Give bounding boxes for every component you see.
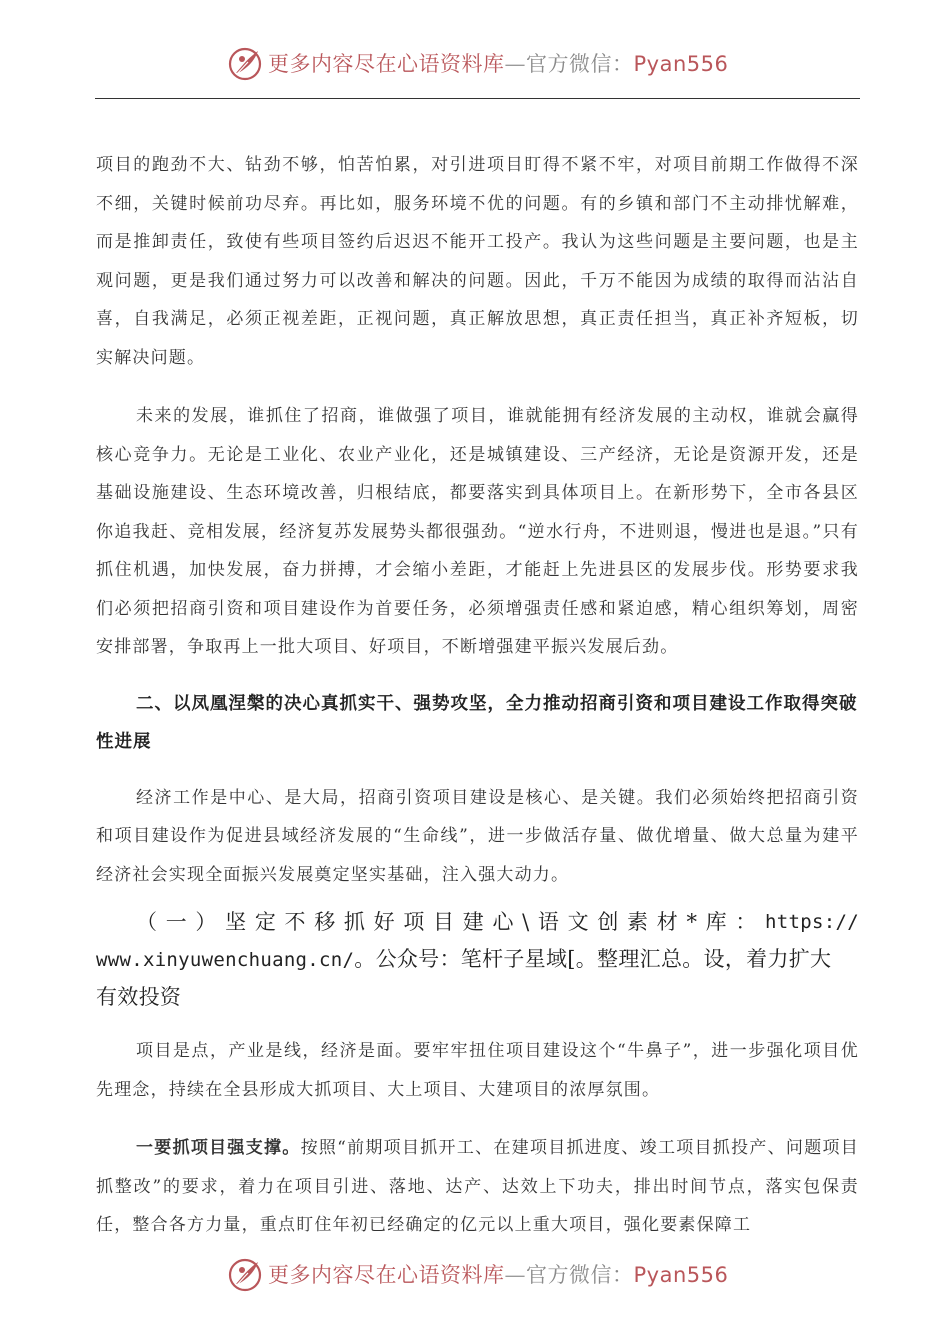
banner-dash: — [504,52,526,76]
heading-char: （ [136,910,158,934]
subsection-heading-line: 有效投资 [96,985,182,1009]
heading-char: 坚 [225,910,247,934]
header-banner [0,44,950,84]
footer-banner [0,1255,950,1295]
heading-char: 定 [254,910,277,934]
paragraph: 项目的跑劲不大、钻劲不够，怕苦怕累，对引进项目盯得不紧不牢，对项目前期工作做得不深不细，关键时候前功尽弃。再比如，服务环境不优的问题。有的乡镇和部门不主动排忧解难，而是推卸责任，致使有些项目签约后迟迟不能开工投产。我认为这些问题是主要问题，也是主观问题，更是我们通过努力可以改善和解决的问题。因此，千万不能因为成绩的取得而沾沾自喜，自我满足，必须正视差距，正视问题，真正解放思想，真正责任担当，真正补齐短板，切实解决问题。 [96,155,859,368]
subsection-heading [96,904,859,1016]
heading-char: 库 [705,910,727,934]
heading-char: 项 [403,910,425,934]
heading-char: \ [522,910,530,934]
section-heading: 二、以凤凰涅槃的决心真抓实干、强势攻坚，全力推动招商引资和项目建设工作取得突破性进展 [96,693,858,752]
document-body [96,146,859,1245]
paragraph: 项目是点，产业是线，经济是面。要牢牢扭住项目建设这个“牛鼻子”，进一步强化项目优先理念，持续在全县形成大抓项目、大上项目、大建项目的浓厚氛围。 [96,1041,859,1100]
watermark-url: www.xinyuwenchuang.cn/ [96,949,355,971]
heading-char: 移 [314,910,336,934]
header-divider [95,98,860,99]
heading-char: 文 [567,910,589,934]
heading-char: 一 [165,910,188,934]
heading-char: ： [735,910,757,934]
banner-brand: 更多内容尽在心语资料库 [268,1263,505,1287]
heading-char: 语 [537,910,560,934]
banner-wechat-id: Pyan556 [633,52,729,76]
subsection-heading-line: www.xinyuwenchuang.cn/。公众号：笔杆子星域[。整理汇总。设，着力扩大 [96,947,832,971]
banner-brand: 更多内容尽在心语资料库 [268,52,505,76]
heading-char: 好 [373,910,395,934]
banner-dash: — [504,1263,526,1287]
heading-char: * [686,910,698,934]
subsection-heading-line [96,904,859,941]
heading-char: 创 [597,910,619,934]
heading-char: 建 [462,910,485,934]
banner-wechat-label: 官方微信： [526,52,634,76]
paragraph: 一要抓项目强支撑。按照“前期项目抓开工、在建项目抓进度、竣工项目抓投产、问题项目抓整改”的要求，着力在项目引进、落地、达产、达效上下功夫，排出时间节点，落实包保责任，整合各方力量，重点盯住年初已经确定的亿元以上重大项目，强化要素保障工 [96,1138,859,1235]
quill-logo-icon [228,1257,264,1293]
heading-char: https:// [765,911,859,933]
heading-char: 素 [627,910,649,934]
heading-char: 目 [433,910,455,934]
quill-logo-icon [228,46,264,82]
paragraph-lead: 一要抓项目强支撑。 [136,1138,301,1158]
heading-char: ） [195,910,217,934]
banner-wechat-label: 官方微信： [526,1263,634,1287]
heading-char: 材 [656,910,679,934]
paragraph: 经济工作是中心、是大局，招商引资项目建设是核心、是关键。我们必须始终把招商引资和项目建设作为促进县域经济发展的“生命线”，进一步做活存量、做优增量、做大总量为建平经济社会实现全面振兴发展奠定坚实基础，注入强大动力。 [96,787,859,885]
banner-wechat-id: Pyan556 [633,1263,729,1287]
heading-char: 不 [284,910,306,934]
paragraph: 未来的发展，谁抓住了招商，谁做强了项目，谁就能拥有经济发展的主动权，谁就会赢得核心竞争力。无论是工业化、农业产业化，还是城镇建设、三产经济，无论是资源开发，还是基础设施建设、生态环境改善，归根结底，都要落实到具体项目上。在新形势下，全市各县区你追我赶、竞相发展，经济复苏发展势头都很强劲。“逆水行舟，不进则退，慢进也是退。”只有抓住机遇，加快发展，奋力拼搏，才会缩小差距，才能赶上先进县区的发展步伐。形势要求我们必须把招商引资和项目建设作为首要任务，必须增强责任感和紧迫感，精心组织筹划，周密安排部署，争取再上一批大项目、好项目，不断增强建平振兴发展后劲。 [96,406,859,657]
heading-char: 心 [492,910,514,934]
heading-char: 抓 [343,910,366,934]
